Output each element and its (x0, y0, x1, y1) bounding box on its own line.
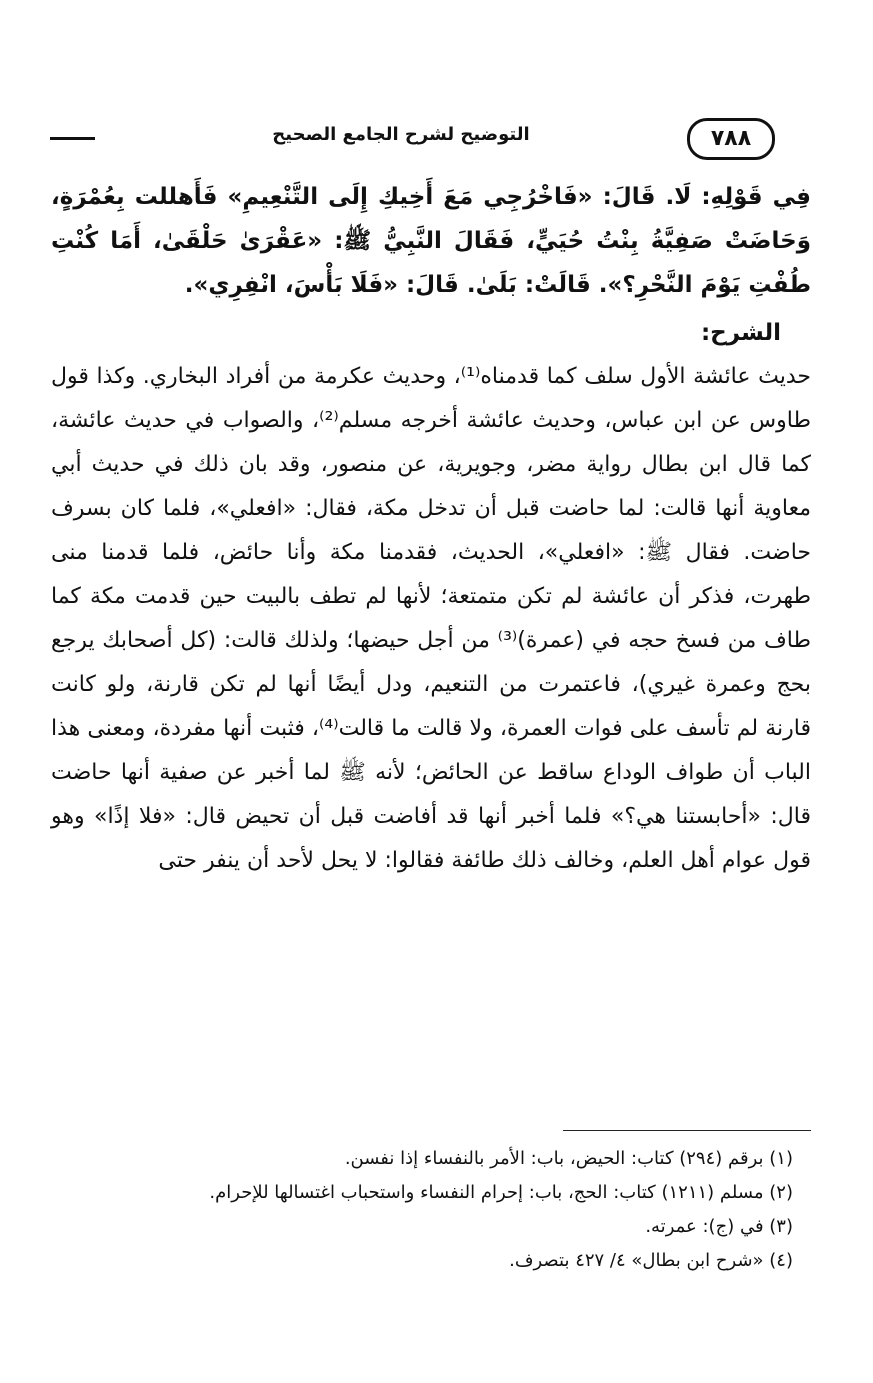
header-rule-left (50, 137, 95, 140)
commentary-text: حديث عائشة الأول سلف كما قدمناه⁽¹⁾، وحديث عكرمة من أفراد البخاري. وكذا قول طاوس عن ابن عباس، وحديث عائشة أخرجه مسلم⁽²⁾، والصواب في حديث عائشة، كما قال ابن بطال رواية مضر، وجويرية، عن منصور، وقد بان ذلك في حديث أبي معاوية أنها قالت: لما حاضت قبل أن تدخل مكة، فقال: «افعلي»، فلما كان بسرف حاضت. فقال ﷺ: «افعلي»، الحديث، فقدمنا مكة وأنا حائض، فلما قدمنا منى طهرت، فذكر أن عائشة لم تكن متمتعة؛ لأنها لم تطف بالبيت حين قدمت مكة كما طاف من فسخ حجه في (عمرة)⁽³⁾ من أجل حيضها؛ ولذلك قالت: (كل أصحابك يرجع بحج وعمرة غيري)، فاعتمرت من التنعيم، ودل أيضًا أنها لم تكن قارنة، ولو كانت قارنة لم تأسف على فوات العمرة، ولا قالت ما قالت⁽⁴⁾، فثبت أنها مفردة، ومعنى هذا الباب أن طواف الوداع ساقط عن الحائض؛ لأنه ﷺ لما أخبر عن صفية أنها حاضت قال: «أحابستنا هي؟» فلما أخبر أنها قد أفاضت قبل أن تحيض قال: «فلا إذًا» وهو قول عوام أهل العلم، وخالف ذلك طائفة فقالوا: لا يحل لأحد أن ينفر حتى (51, 364, 812, 873)
footnotes (53, 1142, 793, 1278)
hadith-text: فِي قَوْلِهِ: لَا. قَالَ: «فَاخْرُجِي مَعَ أَخِيكِ إِلَى التَّنْعِيمِ» فَأَهللت بِعُمْرَةٍ، وَحَاضَتْ صَفِيَّةُ بِنْتُ حُيَيٍّ، فَقَالَ النَّبِيُّ ﷺ: «عَقْرَىٰ حَلْقَىٰ، أَمَا كُنْتِ طُفْتِ يَوْمَ النَّحْرِ؟». قَالَتْ: بَلَىٰ. قَالَ: «فَلَا بَأْسَ، انْفِرِي». (51, 184, 811, 298)
page-number: ٧٨٨ (687, 118, 775, 160)
footnote-3: (٣) في (ج): عمرته. (645, 1216, 793, 1237)
footnote-1: (١) برقم (٢٩٤) كتاب: الحيض، باب: الأمر بالنفساء إذا نفسن. (344, 1148, 793, 1169)
book-title: التوضيح لشرح الجامع الصحيح (257, 124, 545, 145)
footnote-divider (563, 1130, 811, 1131)
section-heading: الشرح: (700, 320, 781, 346)
page-header (50, 118, 795, 158)
main-text (51, 175, 811, 883)
footnote-4: (٤) «شرح ابن بطال» ٤/ ٤٢٧ بتصرف. (509, 1250, 793, 1271)
footnote-2: (٢) مسلم (١٢١١) كتاب: الحج، باب: إحرام النفساء واستحباب اغتسالها للإحرام. (209, 1182, 793, 1203)
